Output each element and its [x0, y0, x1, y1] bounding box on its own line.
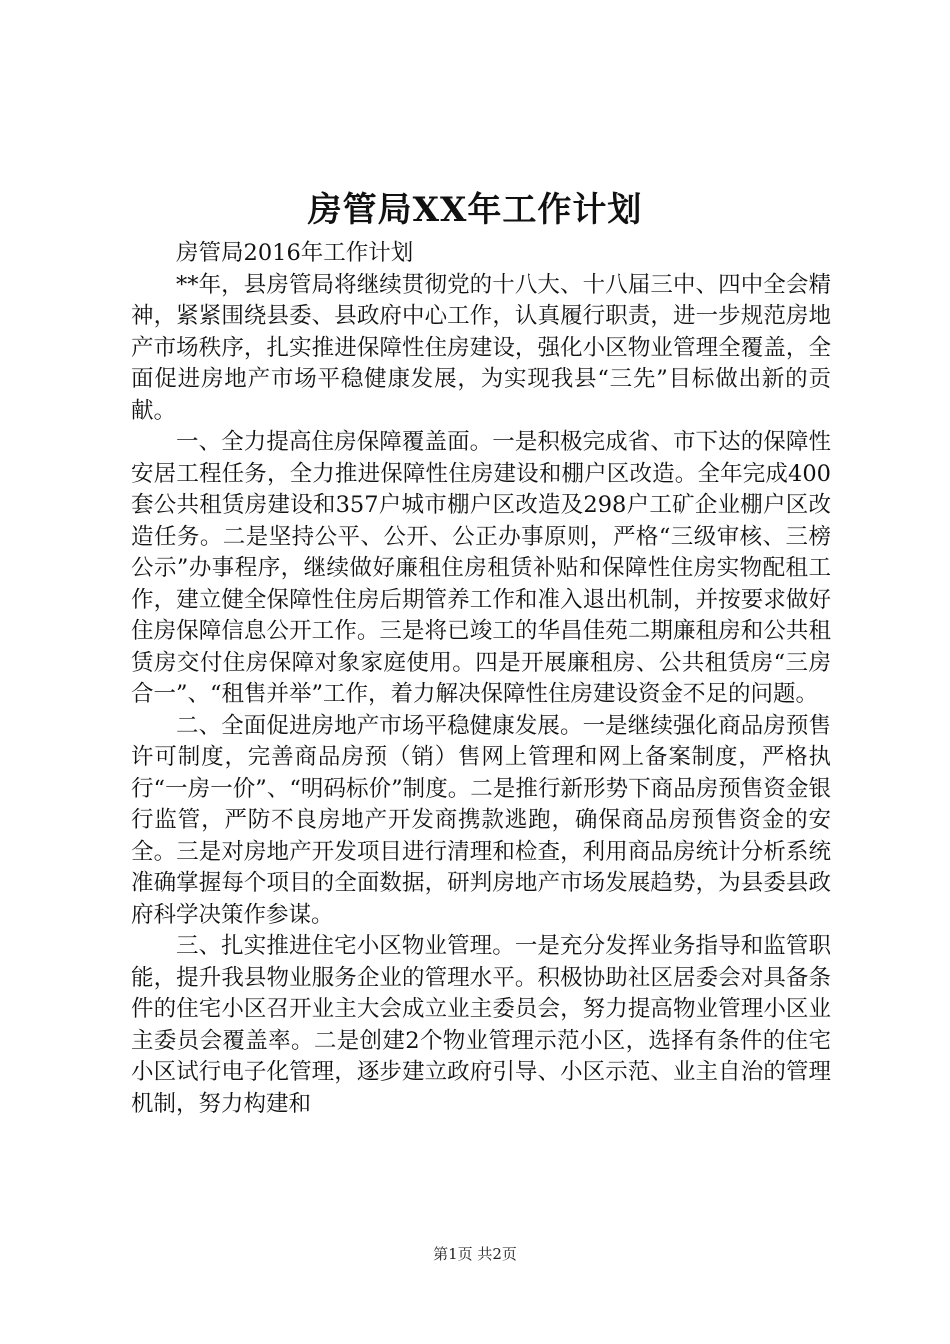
document-title: 房管局XX年工作计划 [307, 190, 643, 230]
section-1-paragraph: 一、全力提高住房保障覆盖面。一是积极完成省、市下达的保障性安居工程任务，全力推进保障性住房建设和棚户区改造。全年完成400套公共租赁房建设和357户城市棚户区改造及298户工矿企业棚户区改造任务。二是坚持公平、公开、公正办事原则，严格“三级审核、三榜公示”办事程序，继续做好廉租住房租赁补贴和保障性住房实物配租工作，建立健全保障性住房后期管养工作和准入退出机制，并按要求做好住房保障信息公开工作。三是将已竣工的华昌佳苑二期廉租房和公共租赁房交付住房保障对象家庭使用。四是开展廉租房、公共租赁房“三房合一”、“租售并举”工作，着力解决保障性住房建设资金不足的问题。 [131, 429, 831, 707]
section-2-paragraph: 二、全面促进房地产市场平稳健康发展。一是继续强化商品房预售许可制度，完善商品房预（销）售网上管理和网上备案制度，严格执行“一房一价”、“明码标价”制度。二是推行新形势下商品房预售资金银行监管，严防不良房地产开发商携款逃跑，确保商品房预售资金的安全。三是对房地产开发项目进行清理和检查，利用商品房统计分析系统准确掌握每个项目的全面数据，研判房地产市场发展趋势，为县委县政府科学决策作参谋。 [131, 712, 831, 928]
subtitle-paragraph: 房管局2016年工作计划 [176, 240, 414, 266]
section-3-paragraph: 三、扎实推进住宅小区物业管理。一是充分发挥业务指导和监管职能，提升我县物业服务企业的管理水平。积极协助社区居委会对具备条件的住宅小区召开业主大会成立业主委员会，努力提高物业管理小区业主委员会覆盖率。二是创建2个物业管理示范小区，选择有条件的住宅小区试行电子化管理，逐步建立政府引导、小区示范、业主自治的管理机制，努力构建和 [131, 933, 831, 1117]
document-body [131, 238, 831, 1120]
page-number-footer: 第1页 共2页 [433, 1245, 517, 1263]
intro-paragraph: **年，县房管局将继续贯彻党的十八大、十八届三中、四中全会精神，紧紧围绕县委、县政府中心工作，认真履行职责，进一步规范房地产市场秩序，扎实推进保障性住房建设，强化小区物业管理全覆盖，全面促进房地产市场平稳健康发展，为实现我县“三先”目标做出新的贡献。 [131, 271, 831, 424]
